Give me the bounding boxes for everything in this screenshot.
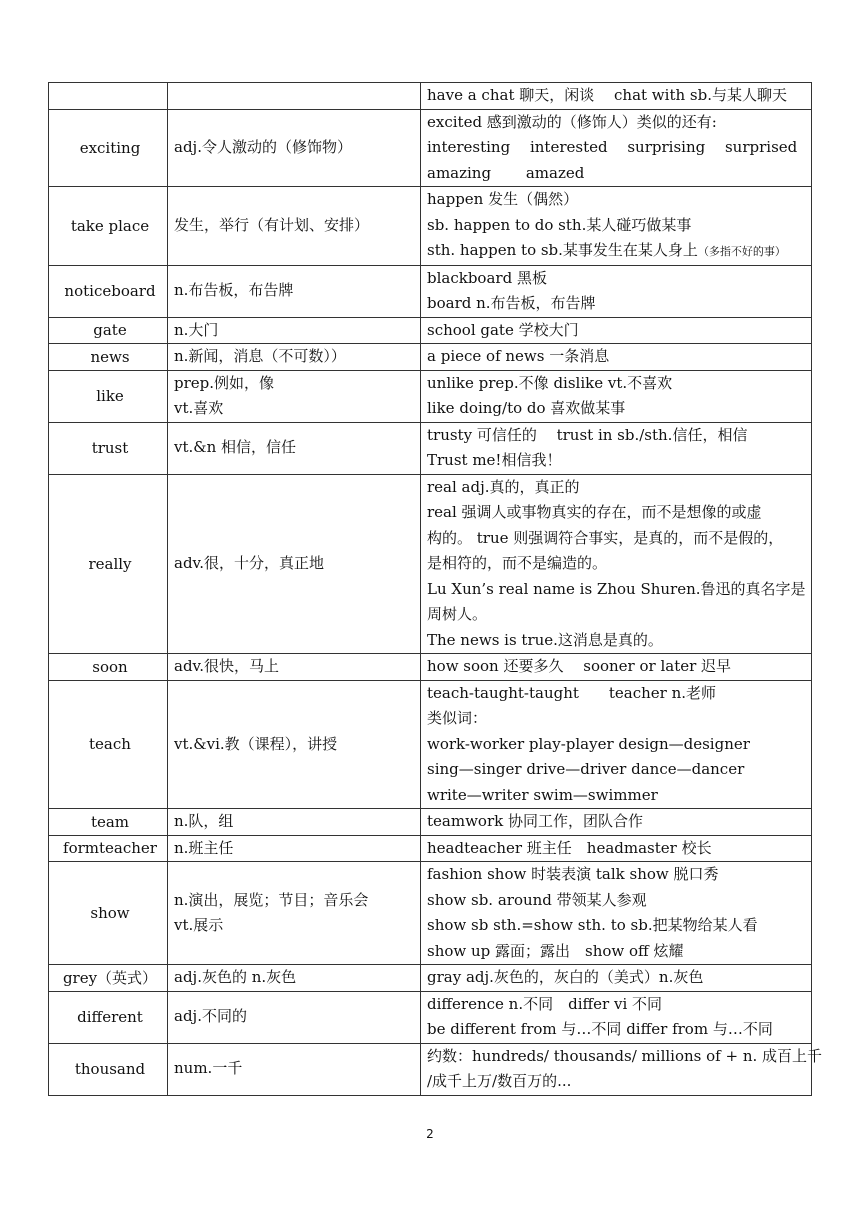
notes-text: 类似词： [427,709,488,727]
table-row [49,370,812,422]
meaning-cell [168,370,421,422]
notes-line [427,602,809,628]
notes-text: show sb sth.=show sth. to sb.把某物给某人看 [427,916,758,934]
meaning-cell [168,187,421,266]
notes-text: 周树人。 [427,605,488,623]
table-row [49,1043,812,1095]
meaning-cell [168,344,421,371]
meaning-cell [168,654,421,681]
notes-text: The news is true.这消息是真的。 [427,630,663,649]
meaning-cell [168,991,421,1043]
vocabulary-table [48,82,823,1096]
word-cell: noticeboard [49,265,168,317]
notes-text: sth. happen to sb.某事发生在某人身上 [427,241,698,259]
notes-text: gray adj.灰色的，灰白的（美式）n.灰色 [427,968,704,986]
word-cell: show [49,862,168,965]
notes-line [427,318,809,344]
notes-line [427,266,809,292]
notes-text: Lu Xun’s real name is Zhou Shuren.鲁迅的真名字是 [427,579,806,598]
word-cell: take place [49,187,168,266]
meaning-cell [168,83,421,110]
notes-line [427,475,809,501]
meaning-cell [168,680,421,809]
notes-cell [421,422,812,474]
notes-line [427,110,809,136]
word-cell: news [49,344,168,371]
word-cell: gate [49,317,168,344]
meaning-line: n.演出，展览；节目；音乐会 [174,890,369,909]
notes-text: write—writer swim—swimmer [427,785,658,804]
meaning-line: vt.喜欢 [174,399,224,417]
notes-cell [421,83,812,110]
notes-text: board n.布告板，布告牌 [427,294,596,312]
table-row [49,809,812,836]
table-row [49,344,812,371]
notes-line [427,344,809,370]
notes-text: headteacher 班主任 headmaster 校长 [427,838,712,857]
notes-line [427,396,809,422]
word-cell [49,83,168,110]
notes-line [427,213,809,239]
word-cell: different [49,991,168,1043]
notes-line [427,836,809,862]
notes-line [427,423,809,449]
table-row [49,862,812,965]
notes-cell [421,370,812,422]
meaning-line: vt.&n 相信，信任 [174,438,297,457]
word-cell: teach [49,680,168,809]
meaning-line: n.班主任 [174,838,234,857]
notes-text: work-worker play-player design—designer [427,734,750,753]
notes-text: 构的。 true 则强调符合事实，是真的，而不是假的， [427,528,784,547]
notes-cell [421,809,812,836]
table-row [49,187,812,266]
notes-cell [421,1043,823,1095]
notes-line [427,809,809,835]
notes-cell [421,474,812,654]
word-cell: exciting [49,109,168,187]
notes-line [427,628,809,654]
notes-text: fashion show 时装表演 talk show 脱口秀 [427,865,719,883]
notes-text: real 强调人或事物真实的存在，而不是想像的或虚 [427,503,762,521]
word-cell: grey（英式） [49,965,168,992]
notes-text: /成千上万/数百万的... [427,1072,572,1090]
notes-line [427,939,809,965]
notes-text: like doing/to do 喜欢做某事 [427,399,626,417]
notes-text: Trust me!相信我！ [427,451,562,469]
word-cell: like [49,370,168,422]
meaning-line: 发生，举行（有计划、安排） [174,216,370,234]
notes-line [427,732,809,758]
meaning-line: adj.不同的 [174,1007,247,1026]
notes-text: unlike prep.不像 dislike vt.不喜欢 [427,373,673,392]
notes-text: amazing amazed [427,163,585,182]
notes-line [427,238,809,265]
notes-text: school gate 学校大门 [427,320,579,339]
notes-text: blackboard 黑板 [427,268,547,287]
meaning-cell [168,109,421,187]
notes-text: trusty 可信任的 trust in sb./sth.信任，相信 [427,425,748,444]
meaning-cell [168,809,421,836]
meaning-cell [168,474,421,654]
notes-line [427,161,809,187]
notes-line [427,448,809,474]
notes-cell [421,344,812,371]
table-row [49,991,812,1043]
notes-cell [421,187,812,266]
meaning-cell [168,1043,421,1095]
notes-line [427,187,809,213]
meaning-line: adj.令人激动的（修饰物） [174,138,352,156]
meaning-line: n.大门 [174,320,219,339]
table-row [49,422,812,474]
notes-text: happen 发生（偶然） [427,190,579,208]
word-cell: soon [49,654,168,681]
notes-line [427,551,809,577]
notes-cell [421,680,812,809]
notes-text: 是相符的，而不是编造的。 [427,554,608,572]
table-row [49,654,812,681]
notes-line [427,757,809,783]
table-row [49,317,812,344]
notes-cell [421,862,812,965]
meaning-line: prep.例如，像 [174,373,275,392]
meaning-line: n.布告板，布告牌 [174,281,294,300]
notes-cell [421,965,812,992]
meaning-line: adj.灰色的 n.灰色 [174,968,297,986]
table-row [49,265,812,317]
notes-line [427,135,809,161]
notes-text: excited 感到激动的（修饰人）类似的还有: [427,112,717,131]
word-cell: formteacher [49,835,168,862]
table-row [49,474,812,654]
table-row [49,83,812,110]
notes-line [427,706,809,732]
notes-line [427,654,809,680]
notes-line [427,681,809,707]
table-row [49,109,812,187]
notes-line [427,526,809,552]
notes-line [427,783,809,809]
notes-line [427,371,809,397]
meaning-line: adv.很，十分，真正地 [174,554,325,572]
notes-cell [421,317,812,344]
word-cell: team [49,809,168,836]
notes-text: teamwork 协同工作，团队合作 [427,812,643,830]
meaning-cell [168,862,421,965]
word-cell: thousand [49,1043,168,1095]
notes-aside: （多指不好的事） [697,245,786,258]
notes-text: sb. happen to do sth.某人碰巧做某事 [427,215,692,234]
notes-line [427,577,809,603]
meaning-cell [168,835,421,862]
notes-text: a piece of news 一条消息 [427,347,610,365]
notes-line [427,913,809,939]
notes-line [427,992,809,1018]
notes-cell [421,991,812,1043]
notes-line [427,965,809,991]
notes-cell [421,654,812,681]
notes-text: difference n.不同 differ vi 不同 [427,994,663,1013]
notes-line [427,291,809,317]
meaning-line: n.队，组 [174,812,234,830]
table-row [49,965,812,992]
notes-line [427,1017,809,1043]
word-cell: trust [49,422,168,474]
notes-text: show up 露面；露出 show off 炫耀 [427,941,684,960]
meaning-line: adv.很快，马上 [174,657,280,675]
notes-text: have a chat 聊天，闲谈 chat with sb.与某人聊天 [427,86,787,104]
notes-line [427,888,809,914]
notes-text: be different from 与…不同 differ from 与…不同 [427,1020,773,1038]
notes-text: teach-taught-taught teacher n.老师 [427,683,717,702]
meaning-cell [168,965,421,992]
table-row [49,835,812,862]
notes-line [427,1044,823,1070]
notes-text: show sb. around 带领某人参观 [427,890,647,909]
vocabulary-table-body [49,83,823,1096]
notes-text: interesting interested surprising surprised [427,138,798,156]
meaning-line: vt.展示 [174,916,224,934]
meaning-cell [168,265,421,317]
meaning-cell [168,317,421,344]
notes-cell [421,109,812,187]
notes-line [427,500,809,526]
meaning-line: n.新闻，消息（不可数）） [174,347,346,365]
notes-line [427,1069,809,1095]
notes-line [427,862,809,888]
meaning-cell [168,422,421,474]
word-cell: really [49,474,168,654]
table-row [49,680,812,809]
notes-text: how soon 还要多久 sooner or later 迟早 [427,657,732,675]
notes-cell [421,265,812,317]
notes-cell [421,835,812,862]
notes-text: sing—singer drive—driver dance—dancer [427,760,745,778]
notes-line [427,83,809,109]
notes-text: real adj.真的，真正的 [427,477,580,496]
page-number: 2 [426,1127,434,1141]
meaning-line: num.一千 [174,1059,243,1078]
notes-text: 约数：hundreds/ thousands/ millions of + n. 成百上千 [427,1046,823,1065]
meaning-line: vt.&vi.教（课程），讲授 [174,734,338,753]
